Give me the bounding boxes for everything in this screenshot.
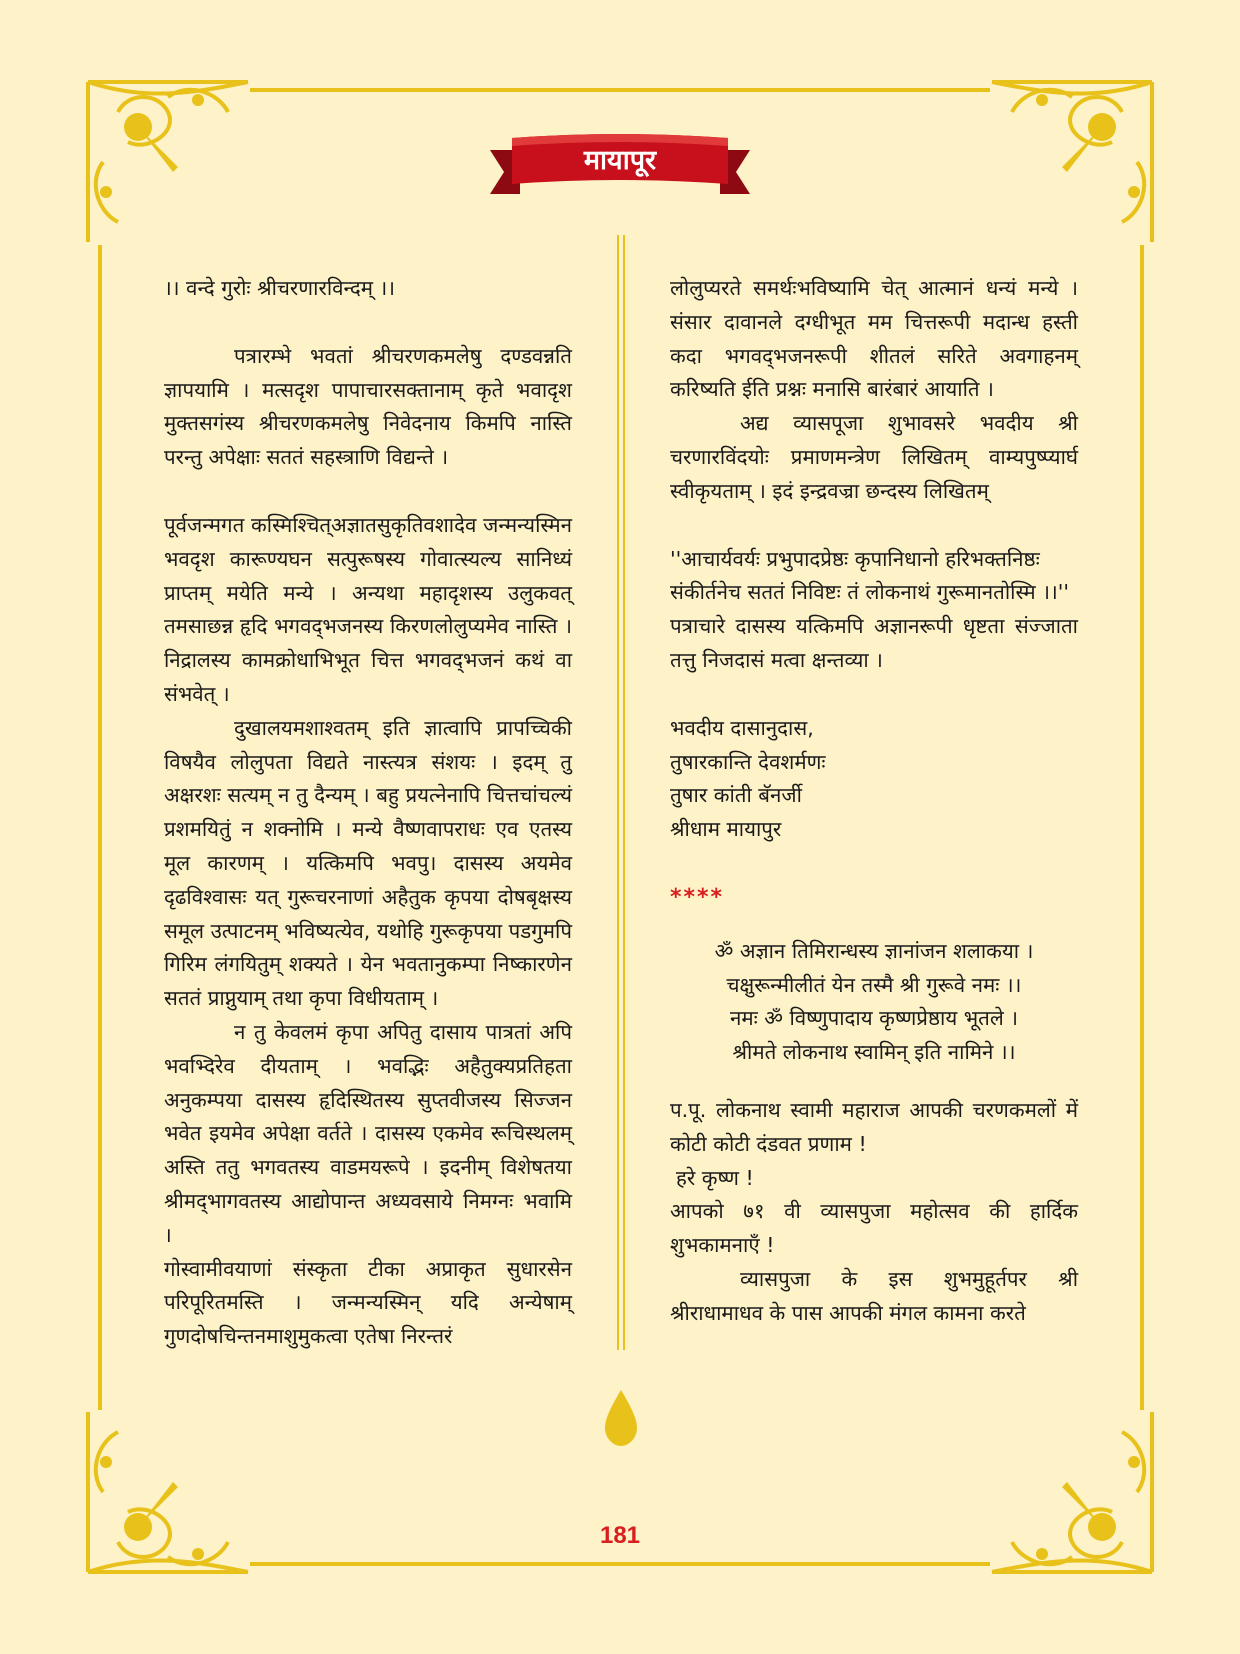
paragraph: अद्य व्यासपूजा शुभावसरे भवदीय श्री चरणारविंदयोः प्रमाणमन्त्रेण लिखितम् वाम्यपुष्प्यार्घ स्वीकृयताम् । इदं इन्द्रवज्रा छन्दस्य लिखितम् xyxy=(670,411,1078,503)
verse-line: ''आचार्यवर्यः प्रभुपादप्रेष्ठः कृपानिधानो हरिभक्तनिष्ठः xyxy=(670,546,1040,571)
signature-line: श्रीधाम मायापुर xyxy=(670,817,782,842)
paragraph: प.पू. लोकनाथ स्वामी महाराज आपकी चरणकमलों में कोटी कोटी दंडवत प्रणाम ! xyxy=(670,1097,1078,1156)
page-number: 181 xyxy=(599,1522,641,1549)
mantra-line: श्रीमते लोकनाथ स्वामिन् इति नामिने ।। xyxy=(732,1040,1016,1065)
salutation: ।। वन्दे गुरोः श्रीचरणारविन्दम् ।। xyxy=(164,276,396,300)
paragraph: न तु केवलमं कृपा अपितु दासाय पात्रतां अपि भवभ्दिरेव दीयताम् । भवद्भिः अहैतुक्यप्रतिहता अनुकम्पया दासस्य हृदिस्थितस्य सुप्तवीजस्य सिज्जन भवेत इयमेव अपेक्षा वर्तते । दासस्य एकमेव रूचिस्थलम् अस्ति ततु भगवतस्य वाडमयरूपे । इदनीम् विशेषतया श्रीमद्‌भागवतस्य आद्योपान्त अध्यवसाये निमग्नः भवामि । xyxy=(164,1019,572,1247)
divider-drop-ornament xyxy=(603,1390,639,1450)
greeting: हरे कृष्ण ! xyxy=(676,1165,754,1190)
signature-line: भवदीय दासानुदास, xyxy=(670,715,814,740)
frame-right-line xyxy=(1140,245,1144,1410)
corner-ornament-bottom-right xyxy=(972,1392,1162,1582)
paragraph: लोलुप्यरते समर्थःभविष्यामि चेत् आत्मानं धन्यं मन्ये । संसार दावानले दग्धीभूत मम चित्तरूपी मदान्ध हस्ती कदा भगवद्‌भजनरूपी शीतलं सरिते अवगाहनम् करिष्यति ईति प्रश्नः मनासि बारंबारं आयाति । xyxy=(670,276,1078,402)
corner-ornament-top-left xyxy=(78,72,268,262)
verse-line: संकीर्तनेच सततं निविष्टः तं लोकनाथं गुरूमानतोस्मि ।।'' xyxy=(670,580,1070,605)
mantra-line: चक्षुरून्मीलीतं येन तस्मै श्री गुरूवे नमः ।। xyxy=(726,972,1022,997)
right-column xyxy=(670,272,1078,1331)
left-column xyxy=(164,272,572,1354)
column-divider xyxy=(616,235,626,1410)
page-title: मायापूर xyxy=(583,145,657,176)
corner-ornament-top-right xyxy=(972,72,1162,262)
paragraph: पत्राचारे दासस्य यत्किमपि अज्ञानरूपी धृष्टता संज्जाता तत्तु निजदासं मत्वा क्षन्तव्या । xyxy=(670,614,1078,672)
mantra-line: नमः ॐ विष्णुपादाय कृष्णप्रेष्ठाय भूतले । xyxy=(729,1006,1019,1031)
paragraph: पत्रारम्भे भवतां श्रीचरणकमलेषु दण्डवन्नति ज्ञापयामि । मत्सदृश पापाचारसक्तानाम् कृते भवादृश मुक्तसगंस्य श्रीचरणकमलेषु निवेदनाय किमपि नास्ति परन्तु अपेक्षाः सततं सहस्त्राणि विद्यन्ते । xyxy=(164,343,572,470)
paragraph: दुखालयमशाश्वतम् इति ज्ञात्वापि प्रापच्चिकी विषयैव लोलुपता विद्यते नास्त्यत्र संशयः । इदम् तु अक्षरशः सत्यम् न तु दैन्यम् । बहु प्रयत्नेनापि चित्तचांचल्यं प्रशमयितुं न शक्नोमि । मन्ये वैष्णवापराधः एव एतस्य मूल कारणम् । यत्किमपि भवपु। दासस्य अयमेव दृढविश्वासः यत् गुरूचरनाणां अहैतुक कृपया दोषबृक्षस्य समूल उत्पाटनम् भविष्यत्येव, यथोहि गुरूकृपया पडगुमपि गिरिम लंगयितुम् शक्यते । येन भवतानुकम्पा निष्कारणेन सततं प्राप्नुयाम् तथा कृपा विधीयताम् । xyxy=(164,715,572,1011)
paragraph: पूर्वजन्मगत कस्मिश्चित्‌अज्ञातसुकृतिवशादेव जन्मन्यस्मिन भवदृश कारूण्यघन सत्पुरूषस्य गोवात्स्यल्य सानिध्यं प्राप्तम् मयेति मन्ये । अन्यथा महादृशस्य उलुकवत् तमसाछन्न हृदि भगवद्‌भजनस्य किरणलोलुप्यमेव नास्ति । निद्रालस्य कामक्रोधाभिभूत चित्त भगवद्‌भजनं कथं वा संभवेत् । xyxy=(164,512,572,706)
signature-line: तुषार कांती बॅनर्जी xyxy=(670,783,802,808)
paragraph: व्यासपुजा के इस शुभमुहूर्तपर श्री श्रीराधामाधव के पास आपकी मंगल कामना करते xyxy=(670,1266,1078,1325)
header-banner xyxy=(490,132,750,202)
frame-top-line xyxy=(250,88,990,92)
frame-bottom-line xyxy=(250,1562,990,1566)
signature-line: तुषारकान्ति देवशर्मणः xyxy=(670,749,826,774)
mantra-line: ॐ अज्ञान तिमिरान्धस्य ज्ञानांजन शलाकया । xyxy=(714,938,1034,963)
paragraph: गोस्वामीवयाणां संस्कृता टीका अप्राकृत सुधारसेन परिपूरितमस्ति । जन्मन्यस्मिन् यदि अन्येषाम् गुणदोषचिन्तनमाशुमुकत्वा एतेषा निरन्तरं xyxy=(164,1256,572,1349)
paragraph: आपको ७१ वी व्यासपुजा महोत्सव की हार्दिक शुभकामनाएँ ! xyxy=(670,1199,1078,1258)
frame-left-line xyxy=(98,245,102,1410)
separator-stars: **** xyxy=(670,884,725,910)
corner-ornament-bottom-left xyxy=(78,1392,268,1582)
